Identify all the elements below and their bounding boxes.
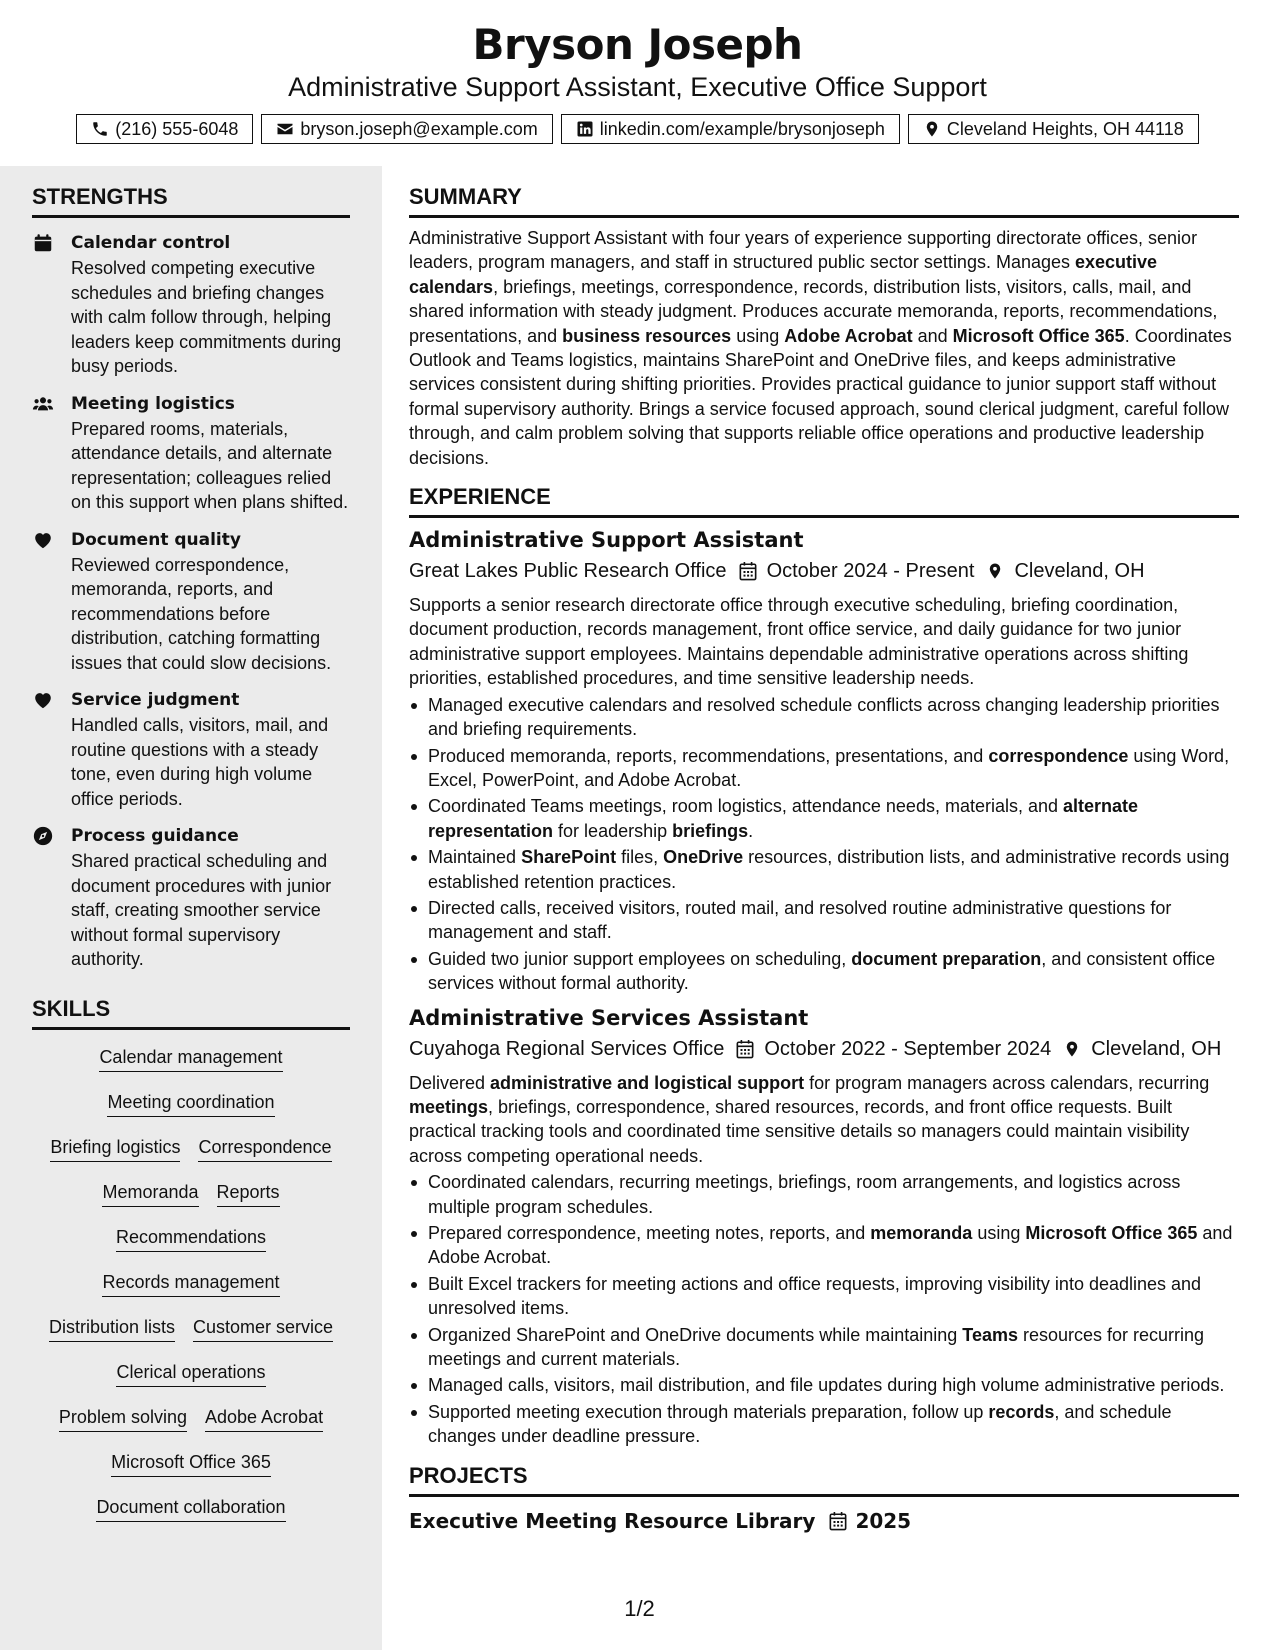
bullet-item (409, 1323, 1239, 1372)
job-entry (409, 526, 1239, 996)
strength-item (32, 687, 350, 811)
experience-section (409, 484, 1239, 1449)
bold-text: memoranda (870, 1223, 973, 1243)
job-dates: October 2022 - September 2024 (764, 1037, 1052, 1060)
job-entry (409, 1004, 1239, 1449)
bullet-item (409, 1400, 1239, 1449)
job-company: Cuyahoga Regional Services Office (409, 1037, 725, 1060)
skill-tag: Problem solving (59, 1406, 187, 1432)
text-run: Prepared correspondence, meeting notes, reports, and (428, 1223, 871, 1243)
text-run: using (731, 325, 785, 346)
job-bullets (409, 1170, 1239, 1448)
bold-text: Adobe Acrobat (784, 325, 913, 346)
bold-text: Teams (962, 1324, 1018, 1345)
bold-text: alternate representation (428, 796, 1139, 841)
main-content (409, 166, 1239, 1535)
text-run: Supports a senior research directorate office through executive scheduling, briefing coordination, document production, records management, front office service, and daily guidance for two junior administrative support employees. Maintains dependable administrative operations across shifting priorities, established procedures, and time sensitive leadership needs. (409, 595, 1189, 689)
job-description (409, 593, 1239, 691)
map-pin-icon (1063, 1039, 1081, 1059)
text-run: Directed calls, received visitors, routed mail, and resolved routine administrative questions for management and staff. (428, 897, 1172, 943)
projects-section (409, 1463, 1239, 1535)
map-pin-icon (986, 561, 1004, 581)
text-run: , and schedule changes under deadline pressure. (428, 1401, 1172, 1447)
job-dates: October 2024 - Present (766, 560, 975, 583)
bullet-item (409, 947, 1239, 996)
text-run: resources for recurring meetings and current materials. (428, 1324, 1205, 1370)
skill-tag: Document collaboration (96, 1496, 285, 1522)
job-title: Administrative Support Assistant (409, 528, 804, 553)
project-title: Executive Meeting Resource Library (409, 1508, 816, 1533)
text-run: Delivered (409, 1072, 491, 1093)
skill-row (32, 1451, 350, 1496)
phone-icon (91, 120, 109, 138)
bullet-item (409, 794, 1239, 843)
projects-heading: PROJECTS (409, 1463, 1239, 1497)
bold-text: SharePoint (521, 847, 617, 868)
project-year: 2025 (855, 1508, 912, 1533)
bullet-item (409, 1221, 1239, 1270)
bullet-item (409, 1373, 1239, 1397)
skills-heading: SKILLS (32, 996, 350, 1030)
skill-tag: Memoranda (102, 1181, 198, 1207)
bold-text: Microsoft Office 365 (1025, 1223, 1198, 1243)
bold-text: briefings (672, 820, 749, 841)
summary-section (409, 184, 1239, 470)
linkedin-icon (576, 120, 594, 138)
linkedin-text: linkedin.com/example/brysonjoseph (599, 118, 885, 139)
envelope-icon (276, 120, 294, 138)
text-run: Produced memoranda, reports, recommendations, presentations, and (428, 745, 989, 766)
skill-row (32, 1406, 350, 1451)
strength-title: Process guidance (71, 826, 239, 846)
bullet-item (409, 693, 1239, 742)
strengths-section (32, 184, 350, 1541)
bullet-item (409, 845, 1239, 894)
calendar-icon (736, 1039, 754, 1059)
skill-row (32, 1091, 350, 1136)
contact-phone[interactable] (76, 114, 253, 144)
job-location: Cleveland, OH (1014, 560, 1145, 583)
job-meta (409, 1035, 1239, 1063)
skill-tag: Correspondence (198, 1136, 331, 1162)
bold-text: records (988, 1401, 1055, 1422)
text-run: . Coordinates Outlook and Teams logistics, maintains SharePoint and OneDrive files, and keeps administrative services consistent during shifting priorities. Provides practical guidance to junior support staff without formal supervisory authority. Brings a service focused approach, sound clerical judgment, careful follow through, and calm problem solving that supports reliable office operations and productive leadership decisions. (409, 325, 1232, 468)
strength-desc: Resolved competing executive schedules and briefing changes with calm follow through, helping leaders keep commitments during busy periods. (71, 258, 342, 376)
text-run: Organized SharePoint and OneDrive documents while maintaining (428, 1324, 963, 1345)
skill-row (32, 1226, 350, 1271)
project-entry (409, 1507, 1239, 1535)
skill-tag: Calendar management (99, 1046, 282, 1072)
skill-row (32, 1181, 350, 1226)
job-description (409, 1071, 1239, 1169)
skill-tag: Records management (102, 1271, 279, 1297)
job-title: Administrative Services Assistant (409, 1005, 809, 1030)
skill-tag: Distribution lists (49, 1316, 175, 1342)
text-run: files, (616, 847, 664, 868)
skills-list (32, 1046, 350, 1541)
page-number (0, 1596, 1275, 1622)
job-meta (409, 557, 1239, 585)
strength-item (32, 391, 350, 515)
contact-email[interactable] (261, 114, 552, 144)
text-run: using (972, 1223, 1026, 1243)
skill-row (32, 1136, 350, 1181)
text-run: Managed executive calendars and resolved schedule conflicts across changing leadership priorities and briefing requirements. (428, 694, 1220, 740)
text-run: Guided two junior support employees on scheduling, (428, 948, 852, 969)
users-icon (32, 393, 54, 415)
skill-tag: Briefing logistics (50, 1136, 180, 1162)
location-text: Cleveland Heights, OH 44118 (946, 118, 1184, 139)
experience-heading: EXPERIENCE (409, 484, 1239, 518)
page-number-text: 1/2 (624, 1596, 655, 1621)
bold-text: executive calendars (409, 252, 1158, 297)
text-run: for leadership (553, 820, 673, 841)
calendar-icon (32, 232, 54, 254)
text-run: for program managers across calendars, recurring (804, 1072, 1210, 1093)
heart-icon (32, 529, 54, 551)
skill-row (32, 1496, 350, 1541)
strength-desc: Reviewed correspondence, memoranda, reports, and recommendations before distribution, catching formatting issues that could slow decisions. (71, 554, 332, 673)
job-company: Great Lakes Public Research Office (409, 560, 727, 583)
text-run: , briefings, correspondence, shared resources, records, and front office requests. Built practical tracking tools and coordinated time sensitive details so managers could maintain visibility across competing operational needs. (409, 1096, 1190, 1166)
skill-tag: Microsoft Office 365 (111, 1451, 271, 1477)
text-run: Built Excel trackers for meeting actions and office requests, improving visibility into deadlines and unresolved items. (428, 1273, 1202, 1319)
skill-tag: Meeting coordination (107, 1091, 274, 1117)
text-run: , and consistent office services without formal authority. (428, 948, 1216, 994)
skill-tag: Recommendations (116, 1226, 266, 1252)
skill-row (32, 1271, 350, 1316)
text-run: and Adobe Acrobat. (428, 1223, 1233, 1268)
contact-bar (0, 114, 1275, 144)
strength-item (32, 823, 350, 972)
summary-heading: SUMMARY (409, 184, 1239, 218)
bold-text: correspondence (988, 745, 1129, 766)
strength-item (32, 230, 350, 379)
skill-tag: Reports (217, 1181, 280, 1207)
strength-desc: Shared practical scheduling and document procedures with junior staff, creating smoother service without formal supervisory authority. (71, 851, 332, 969)
bullet-item (409, 744, 1239, 793)
heart-icon (32, 689, 54, 711)
strength-desc: Prepared rooms, materials, attendance details, and alternate representation; colleagues relied on this support when plans shifted. (71, 418, 349, 512)
skill-row (32, 1046, 350, 1091)
text-run: Managed calls, visitors, mail distribution, and file updates during high volume administrative periods. (428, 1375, 1225, 1396)
skill-row (32, 1361, 350, 1406)
sidebar (0, 166, 382, 1650)
compass-icon (32, 825, 54, 847)
calendar-icon (739, 561, 757, 581)
bullet-item (409, 1272, 1239, 1321)
strengths-heading: STRENGTHS (32, 184, 350, 218)
strength-title: Document quality (71, 529, 241, 550)
contact-location[interactable] (908, 114, 1199, 144)
job-location: Cleveland, OH (1091, 1037, 1222, 1060)
text-run: Coordinated calendars, recurring meetings, briefings, room arrangements, and logistics across multiple program schedules. (428, 1172, 1181, 1217)
skill-tag: Clerical operations (116, 1361, 265, 1387)
text-run: Administrative Support Assistant with four years of experience supporting directorate offices, senior leaders, program managers, and staff in structured public sector settings. Manages (409, 228, 1198, 273)
skill-row (32, 1316, 350, 1361)
skill-tag: Customer service (193, 1316, 333, 1342)
bold-text: OneDrive (663, 847, 744, 868)
calendar-icon (829, 1511, 847, 1531)
candidate-name: Bryson Joseph (472, 20, 803, 69)
candidate-headline: Administrative Support Assistant, Executive Office Support (288, 72, 987, 102)
text-run: Coordinated Teams meetings, room logistics, attendance needs, materials, and (428, 796, 1064, 817)
text-run: Supported meeting execution through materials preparation, follow up (428, 1401, 989, 1422)
job-bullets (409, 693, 1239, 996)
text-run: resources, distribution lists, and administrative records using established retention practices. (428, 847, 1230, 892)
bullet-item (409, 896, 1239, 945)
text-run: , briefings, meetings, correspondence, records, distribution lists, visitors, calls, mail, and shared information with steady judgment. Produces accurate memoranda, reports, recommendations, presentations, and (409, 276, 1218, 346)
map-pin-icon (923, 120, 941, 138)
bullet-item (409, 1170, 1239, 1219)
text-run: using Word, Excel, PowerPoint, and Adobe Acrobat. (428, 745, 1230, 790)
skill-tag: Adobe Acrobat (205, 1406, 323, 1432)
bold-text: document preparation (851, 948, 1042, 969)
summary-text (409, 226, 1239, 470)
text-run: and (912, 325, 953, 346)
phone-text: (216) 555-6048 (115, 118, 239, 139)
text-run: . (748, 820, 754, 841)
strength-title: Calendar control (71, 233, 231, 253)
bold-text: Microsoft Office 365 (952, 325, 1125, 346)
email-text: bryson.joseph@example.com (300, 118, 538, 139)
bold-text: administrative and logistical support (490, 1072, 805, 1093)
strength-title: Meeting logistics (71, 393, 235, 414)
strength-title: Service judgment (71, 690, 240, 710)
bold-text: business resources (562, 325, 732, 346)
strength-desc: Handled calls, visitors, mail, and routine questions with a steady tone, even during high volume office periods. (71, 715, 329, 809)
resume-header (0, 0, 1275, 166)
contact-linkedin[interactable] (561, 114, 900, 144)
text-run: Maintained (428, 847, 522, 868)
bold-text: meetings (409, 1096, 489, 1117)
strength-item (32, 527, 350, 676)
